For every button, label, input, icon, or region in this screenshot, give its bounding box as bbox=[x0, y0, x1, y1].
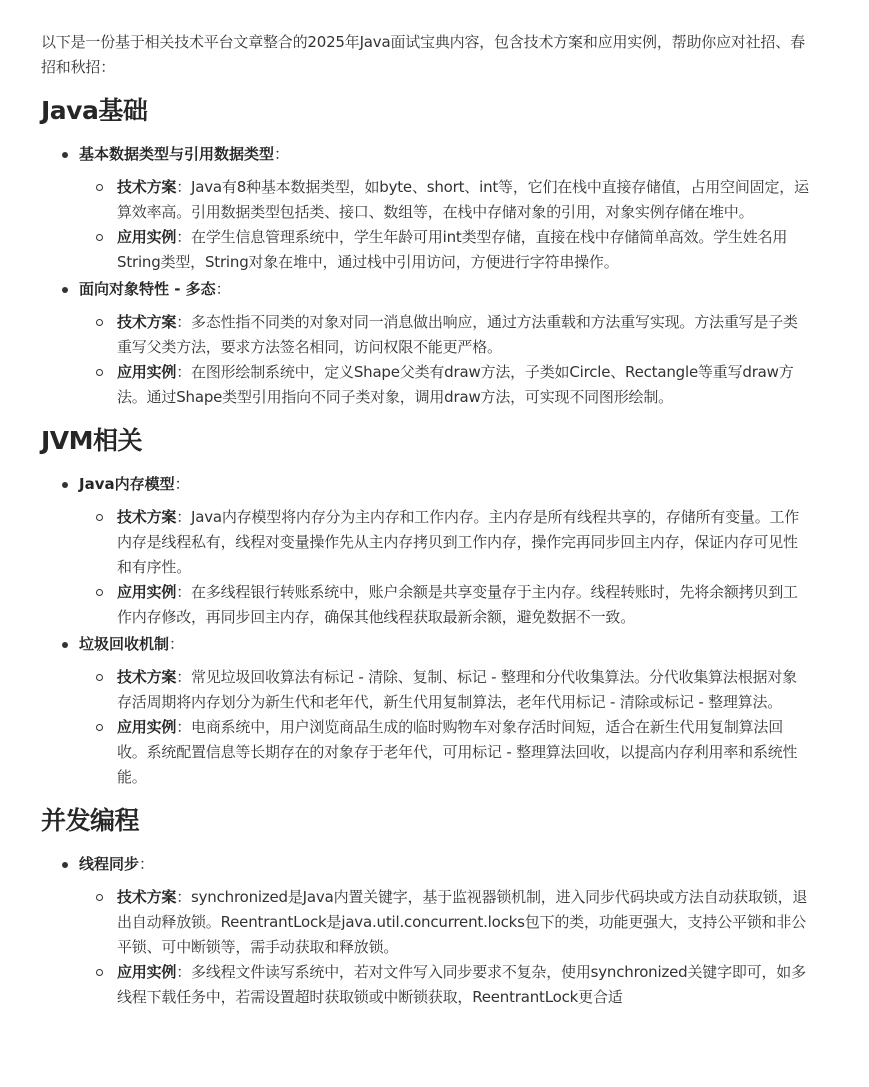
app-text: 在多线程银行转账系统中，账户余额是共享变量存于主内存。线程转账时，先将余额拷贝到工作内存修改，再同步回主内存，确保其他线程获取最新余额，避免数据不一致。 bbox=[117, 583, 798, 626]
detail-item-app: 应用实例：在图形绘制系统中，定义Shape父类有draw方法，子类如Circle、Rectangle等重写draw方法。通过Shape类型引用指向不同子类对象，调用draw方法，可实现不同图形绘制。 bbox=[117, 360, 809, 410]
section-heading-jvm: JVM相关 bbox=[41, 426, 143, 455]
tech-label: 技术方案 bbox=[117, 888, 177, 906]
detail-item-app: 应用实例：电商系统中，用户浏览商品生成的临时购物车对象存活时间短，适合在新生代用复制算法回收。系统配置信息等长期存在的对象存于老年代，可用标记 - 整理算法回收，以提高内存利用率和系统性能。 bbox=[117, 715, 809, 790]
topic-list bbox=[41, 852, 809, 1010]
topic-item bbox=[79, 852, 809, 1010]
topic-item bbox=[79, 277, 809, 410]
app-text: 多线程文件读写系统中，若对文件写入同步要求不复杂，使用synchronized关键字即可，如多线程下载任务中，若需设置超时获取锁或中断锁获取，ReentrantLock更合适 bbox=[117, 963, 806, 1006]
section-heading-concurrency: 并发编程 bbox=[41, 806, 140, 835]
topic-title-line: 线程同步： bbox=[79, 852, 809, 885]
topic-item bbox=[79, 632, 809, 790]
topic-title-line: Java内存模型： bbox=[79, 472, 809, 505]
tech-label: 技术方案 bbox=[117, 668, 177, 686]
detail-item-tech: 技术方案：多态性指不同类的对象对同一消息做出响应，通过方法重载和方法重写实现。方法重写是子类重写父类方法，要求方法签名相同，访问权限不能更严格。 bbox=[117, 310, 809, 360]
topic-title: Java内存模型 bbox=[79, 475, 175, 493]
tech-text: synchronized是Java内置关键字，基于监视器锁机制，进入同步代码块或方法自动获取锁，退出自动释放锁。ReentrantLock是java.util.concurrent.locks包下的类，功能更强大，支持公平锁和非公平锁、可中断锁等，需手动获取和释放锁。 bbox=[117, 888, 808, 956]
intro-paragraph: 以下是一份基于相关技术平台文章整合的2025年Java面试宝典内容，包含技术方案和应用实例，帮助你应对社招、春招和秋招： bbox=[41, 33, 805, 76]
app-text: 电商系统中，用户浏览商品生成的临时购物车对象存活时间短，适合在新生代用复制算法回收。系统配置信息等长期存在的对象存于老年代，可用标记 - 整理算法回收，以提高内存利用率和系统性能。 bbox=[117, 718, 798, 786]
topic-list bbox=[41, 142, 809, 410]
tech-text: Java内存模型将内存分为主内存和工作内存。主内存是所有线程共享的，存储所有变量。工作内存是线程私有，线程对变量操作先从主内存拷贝到工作内存，操作完再同步回主内存，保证内存可见性和有序性。 bbox=[117, 508, 800, 576]
topic-title: 面向对象特性 - 多态 bbox=[79, 280, 216, 298]
tech-text: 常见垃圾回收算法有标记 - 清除、复制、标记 - 整理和分代收集算法。分代收集算法根据对象存活周期将内存划分为新生代和老年代，新生代用复制算法，老年代用标记 - 清除或标记 - 整理算法。 bbox=[117, 668, 797, 711]
detail-list bbox=[79, 665, 809, 790]
topic-item bbox=[79, 142, 809, 275]
app-label: 应用实例 bbox=[117, 718, 177, 736]
topic-item bbox=[79, 472, 809, 630]
detail-list bbox=[79, 310, 809, 410]
detail-list bbox=[79, 885, 809, 1010]
detail-item-app: 应用实例：在学生信息管理系统中，学生年龄可用int类型存储，直接在栈中存储简单高效。学生姓名用String类型，String对象在堆中，通过栈中引用访问，方便进行字符串操作。 bbox=[117, 225, 809, 275]
detail-list bbox=[79, 175, 809, 275]
app-label: 应用实例 bbox=[117, 363, 177, 381]
app-text: 在图形绘制系统中，定义Shape父类有draw方法，子类如Circle、Rectangle等重写draw方法。通过Shape类型引用指向不同子类对象，调用draw方法，可实现不同图形绘制。 bbox=[117, 363, 794, 406]
topic-title: 线程同步 bbox=[79, 855, 140, 873]
section-heading-java-basics: Java基础 bbox=[41, 96, 148, 125]
detail-item-app: 应用实例：多线程文件读写系统中，若对文件写入同步要求不复杂，使用synchronized关键字即可，如多线程下载任务中，若需设置超时获取锁或中断锁获取，ReentrantLock更合适 bbox=[117, 960, 809, 1010]
detail-item-tech: 技术方案：Java内存模型将内存分为主内存和工作内存。主内存是所有线程共享的，存储所有变量。工作内存是线程私有，线程对变量操作先从主内存拷贝到工作内存，操作完再同步回主内存，保证内存可见性和有序性。 bbox=[117, 505, 809, 580]
topic-title-line: 基本数据类型与引用数据类型： bbox=[79, 142, 809, 175]
tech-text: 多态性指不同类的对象对同一消息做出响应，通过方法重载和方法重写实现。方法重写是子类重写父类方法，要求方法签名相同，访问权限不能更严格。 bbox=[117, 313, 798, 356]
topic-title: 基本数据类型与引用数据类型 bbox=[79, 145, 275, 163]
detail-item-tech: 技术方案：Java有8种基本数据类型，如byte、short、int等，它们在栈中直接存储值，占用空间固定，运算效率高。引用数据类型包括类、接口、数组等，在栈中存储对象的引用，对象实例存储在堆中。 bbox=[117, 175, 809, 225]
app-label: 应用实例 bbox=[117, 583, 177, 601]
topic-title: 垃圾回收机制 bbox=[79, 635, 170, 653]
topic-title-line: 垃圾回收机制： bbox=[79, 632, 809, 665]
tech-label: 技术方案 bbox=[117, 178, 177, 196]
detail-item-app: 应用实例：在多线程银行转账系统中，账户余额是共享变量存于主内存。线程转账时，先将余额拷贝到工作内存修改，再同步回主内存，确保其他线程获取最新余额，避免数据不一致。 bbox=[117, 580, 809, 630]
tech-text: Java有8种基本数据类型，如byte、short、int等，它们在栈中直接存储值，占用空间固定，运算效率高。引用数据类型包括类、接口、数组等，在栈中存储对象的引用，对象实例存储在堆中。 bbox=[117, 178, 809, 221]
detail-item-tech: 技术方案：synchronized是Java内置关键字，基于监视器锁机制，进入同步代码块或方法自动获取锁，退出自动释放锁。ReentrantLock是java.util.concurrent.locks包下的类，功能更强大，支持公平锁和非公平锁、可中断锁等，需手动获取和释放锁。 bbox=[117, 885, 809, 960]
app-text: 在学生信息管理系统中，学生年龄可用int类型存储，直接在栈中存储简单高效。学生姓名用String类型，String对象在堆中，通过栈中引用访问，方便进行字符串操作。 bbox=[117, 228, 788, 271]
detail-item-tech: 技术方案：常见垃圾回收算法有标记 - 清除、复制、标记 - 整理和分代收集算法。分代收集算法根据对象存活周期将内存划分为新生代和老年代，新生代用复制算法，老年代用标记 - 清除或标记 - 整理算法。 bbox=[117, 665, 809, 715]
tech-label: 技术方案 bbox=[117, 313, 177, 331]
app-label: 应用实例 bbox=[117, 963, 177, 981]
detail-list bbox=[79, 505, 809, 630]
app-label: 应用实例 bbox=[117, 228, 177, 246]
topic-title-line: 面向对象特性 - 多态： bbox=[79, 277, 809, 310]
tech-label: 技术方案 bbox=[117, 508, 177, 526]
topic-list bbox=[41, 472, 809, 790]
